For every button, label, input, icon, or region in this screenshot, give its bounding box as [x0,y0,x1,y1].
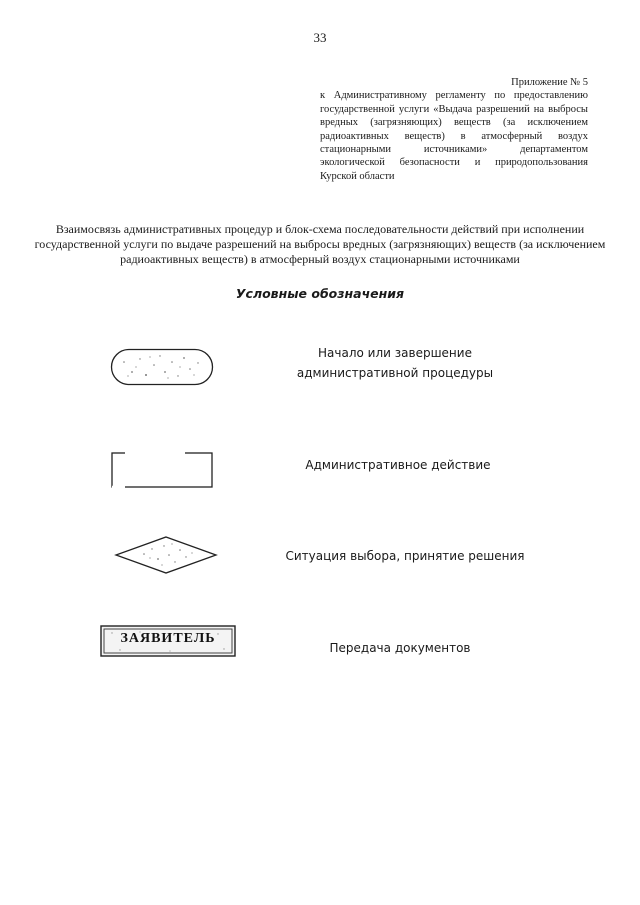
legend-label-transfer: Передача документов [329,641,471,655]
terminator-shape-icon [110,348,214,386]
appendix-body: к Административному регламенту по предоставлению государственной услуги «Выдача разрешений на выбросы вредных (загрязняющих) веществ (за исключением радиоактивных веществ) в атмосферный воздух стационарными источниками» департаментом экологической безопасности и природопользования Курской области [320,90,588,182]
legend-label-action: Административное действие [305,458,491,472]
page-number: 33 [313,30,327,45]
document-transfer-icon [100,625,236,657]
decision-diamond-icon [114,535,218,575]
legend-label-decision: Ситуация выбора, принятие решения [285,549,525,563]
document-title: Взаимосвязь административных процедур и блок-схема последовательности действий при исполнении государственной услуги по выдаче разрешений на выбросы вредных (загрязняющих) веществ (за исключением радиоактивных веществ) в атмосферный воздух стационарными источниками [34,222,606,267]
appendix-title: Приложение № 5 [511,77,588,88]
document-transfer-sample-text: ЗАЯВИТЕЛЬ [120,631,216,646]
legend-title: Условные обозначения [235,286,405,301]
action-rectangle-icon [111,452,213,488]
legend-label-terminator: Начало или завершение административной процедуры [296,346,494,380]
appendix-block [320,76,588,183]
